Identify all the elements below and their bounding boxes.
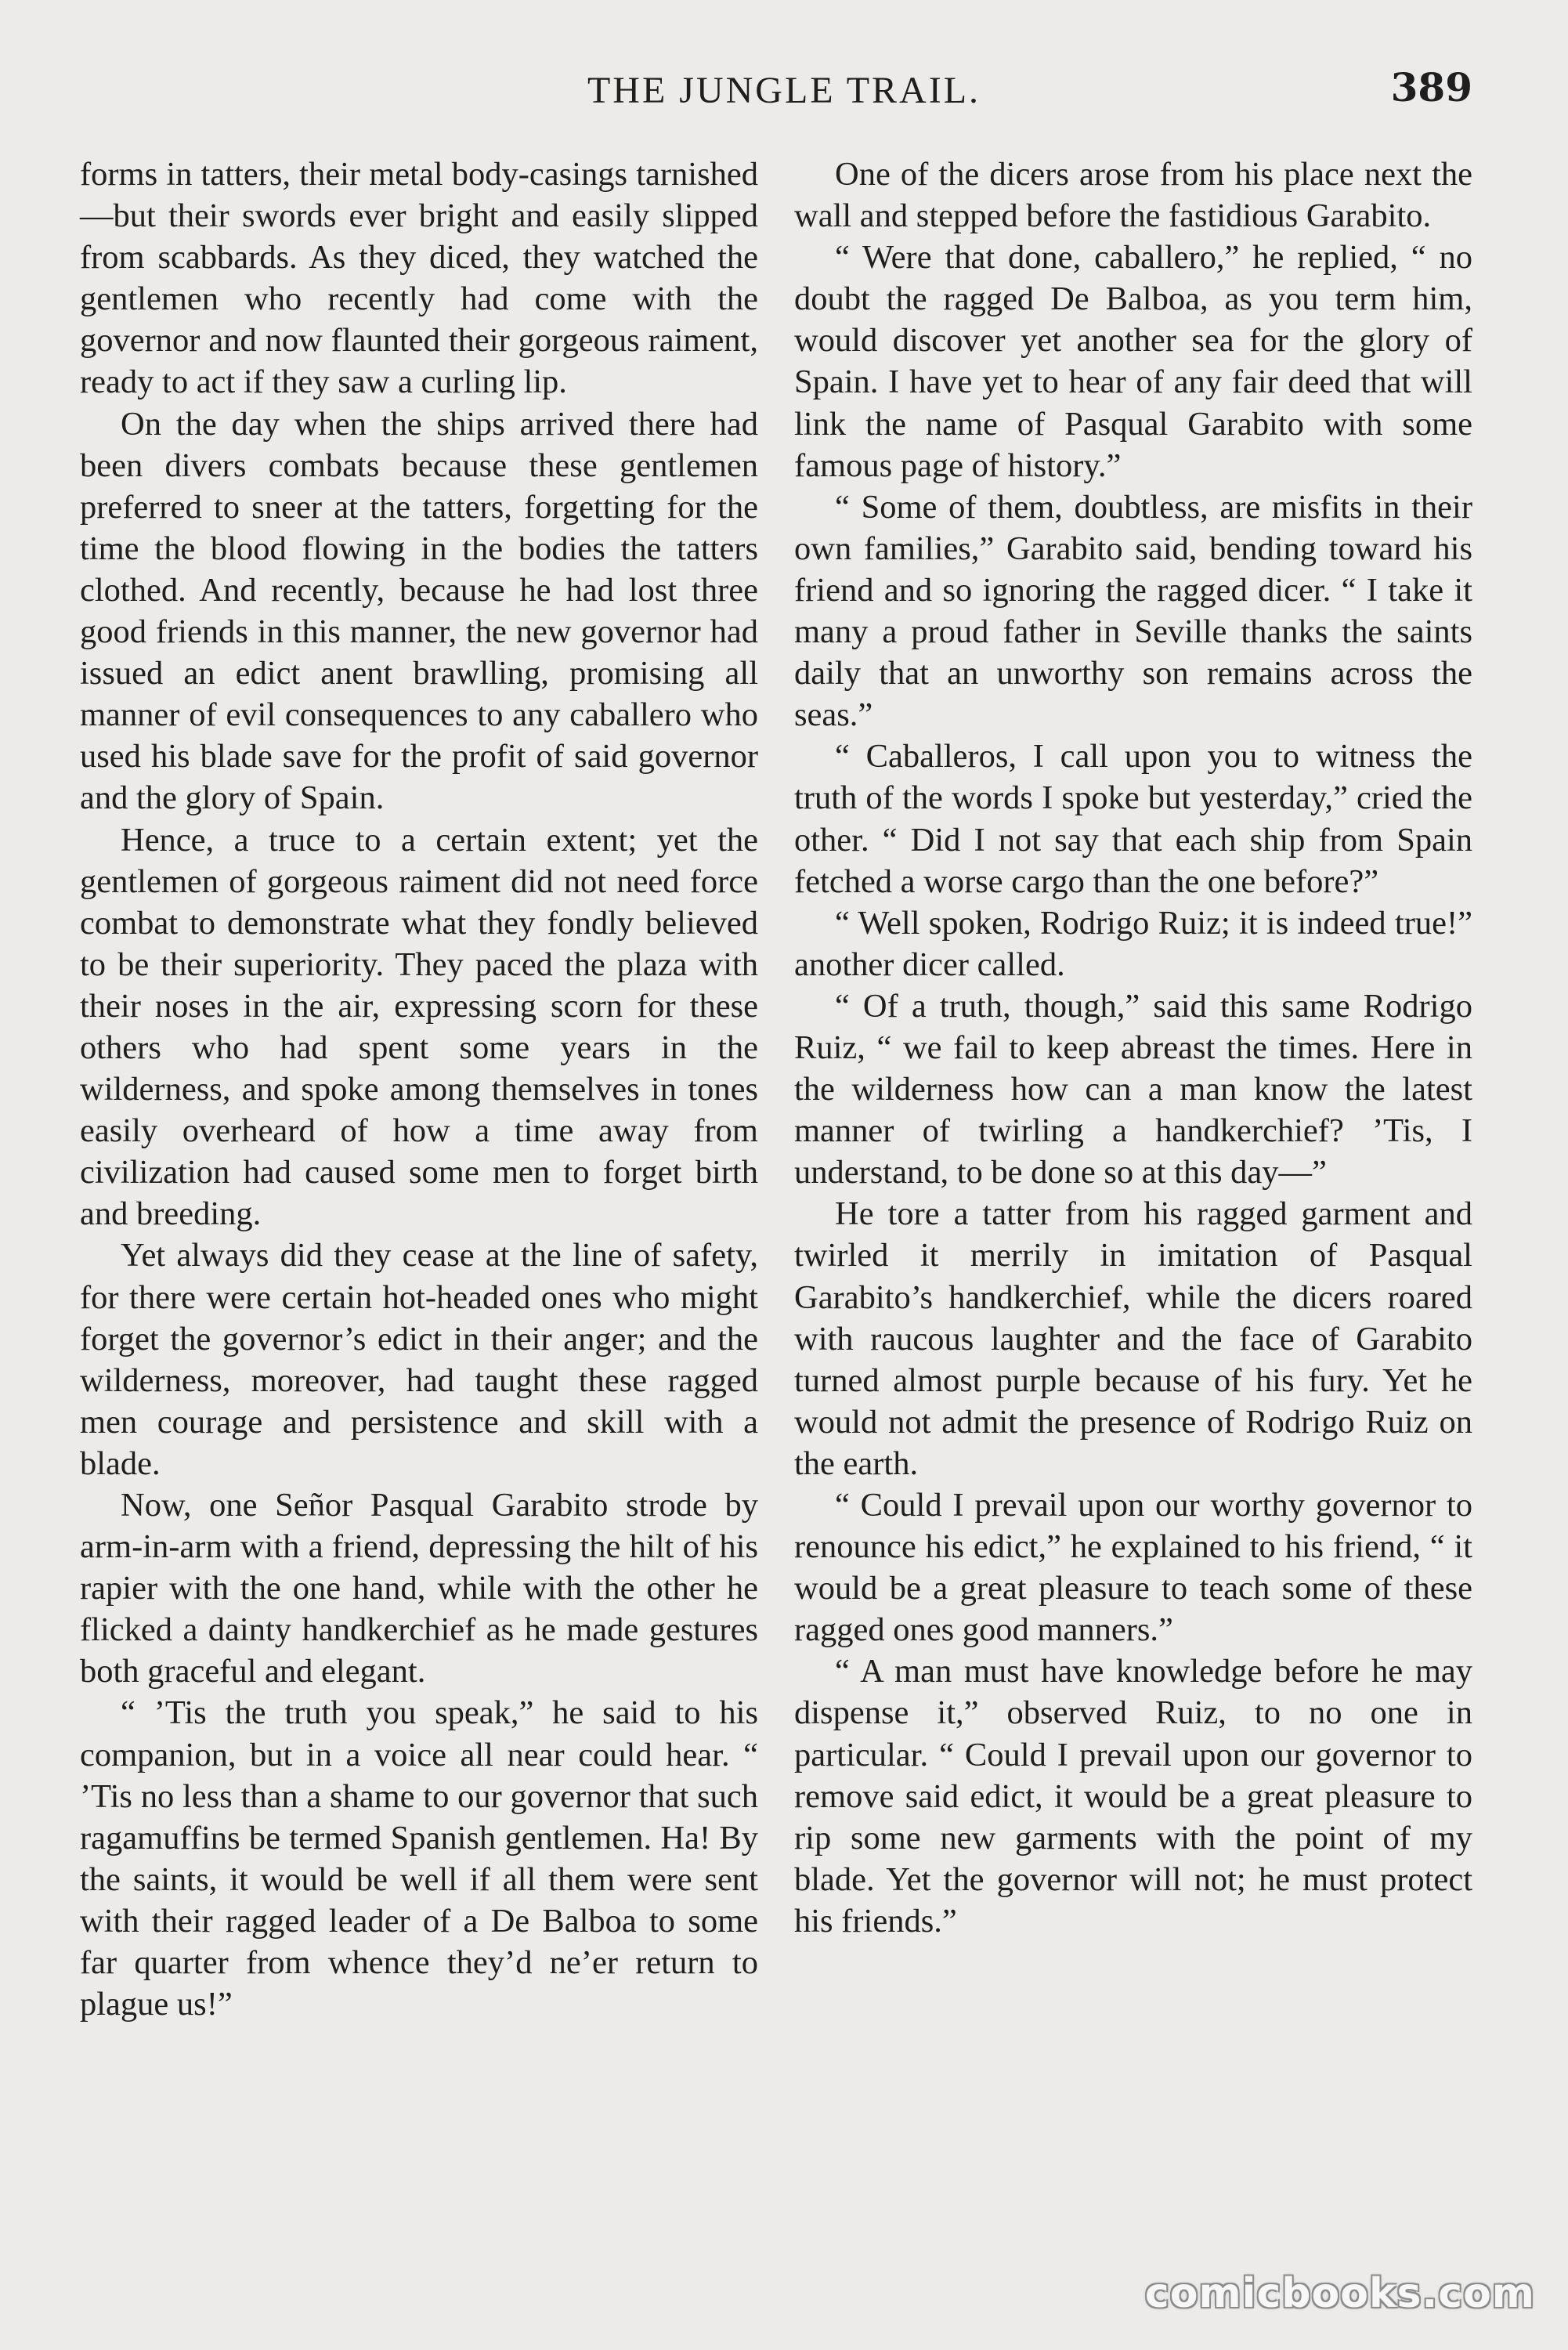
paragraph: Hence, a truce to a certain extent; yet the gentlemen of gorgeous raiment did not need force combat to demonstrate what they fondly believed to be their superiority. They paced the plaza with their noses in the air, expressing scorn for these others who had spent some years in the wilderness, and spoke among themselves in tones easily overheard of how a time away from civilization had caused some men to forget birth and breeding.: [80, 821, 758, 1233]
paragraph: On the day when the ships arrived there had been divers combats because these gentlemen preferred to sneer at the tatters, forgetting for the time the blood flowing in the bodies the tatters clothed. And recently, because he had lost three good friends in this manner, the new governor had issued an edict anent brawlling, promising all manner of evil consequences to any caballero who used his blade save for the profit of said governor and the glory of Spain.: [80, 405, 758, 817]
page-header: [0, 64, 1568, 124]
paragraph: One of the dicers arose from his place next the wall and stepped before the fastidious Garabito.: [794, 156, 1472, 235]
paragraph: Now, one Señor Pasqual Garabito strode by arm-in-arm with a friend, depressing the hilt of his rapier with the one hand, while with the other he flicked a dainty handkerchief as he made gestures both graceful and elegant.: [80, 1487, 758, 1690]
right-column: [794, 154, 1472, 1942]
paragraph: “ ’Tis the truth you speak,” he said to his companion, but in a voice all near could hear. “ ’Tis no less than a shame to our governor that such ragamuffins be termed Spanish gentlemen. Ha! By the saints, it would be well if all them were sent with their ragged leader of a De Balboa to some far quarter from whence they’d ne’er return to plague us!”: [80, 1694, 758, 2023]
paragraph: “ Were that done, caballero,” he replied, “ no doubt the ragged De Balboa, as you term him, would discover yet another sea for the glory of Spain. I have yet to hear of any fair deed that will link the name of Pasqual Garabito with some famous page of history.”: [794, 239, 1472, 484]
paragraph: “ Some of them, doubtless, are misfits in their own families,” Garabito said, bending toward his friend and so ignoring the ragged dicer. “ I take it many a proud father in Seville thanks the saints daily that an unworthy son remains across the seas.”: [794, 488, 1472, 734]
paragraph: forms in tatters, their metal body-casings tarnished—but their swords ever bright and easily slipped from scabbards. As they diced, they watched the gentlemen who recently had come with the governor and now flaunted their gorgeous raiment, ready to act if they saw a curling lip.: [80, 156, 758, 401]
paragraph: “ A man must have knowledge before he may dispense it,” observed Ruiz, to no one in particular. “ Could I prevail upon our governor to remove said edict, it would be a great pleasure to rip some new garments with the point of my blade. Yet the governor will not; he must protect his friends.”: [794, 1653, 1472, 1940]
paragraph: “ Could I prevail upon our worthy governor to renounce his edict,” he explained to his friend, “ it would be a great pleasure to teach some of these ragged ones good manners.”: [794, 1487, 1472, 1649]
paragraph: “ Caballeros, I call upon you to witness the truth of the words I spoke but yesterday,” cried the other. “ Did I not say that each ship from Spain fetched a worse cargo than the one before?”: [794, 738, 1472, 900]
paragraph: He tore a tatter from his ragged garment and twirled it merrily in imitation of Pasqual Garabito’s handkerchief, while the dicers roared with raucous laughter and the face of Garabito turned almost purple because of his fury. Yet he would not admit the presence of Rodrigo Ruiz on the earth.: [794, 1195, 1472, 1482]
watermark: comicbooks.com: [1144, 2270, 1535, 2317]
paragraph: “ Well spoken, Rodrigo Ruiz; it is indeed true!” another dicer called.: [794, 904, 1472, 983]
page-number: 389: [1390, 64, 1472, 110]
running-title: THE JUNGLE TRAIL.: [587, 70, 981, 111]
paragraph: Yet always did they cease at the line of safety, for there were certain hot-headed ones who might forget the governor’s edict in their anger; and the wilderness, moreover, had taught these ragged men courage and persistence and skill with a blade.: [80, 1237, 758, 1482]
paragraph: “ Of a truth, though,” said this same Rodrigo Ruiz, “ we fail to keep abreast the times. Here in the wilderness how can a man know the latest manner of twirling a handkerchief? ’Tis, I understand, to be done so at this day—”: [794, 987, 1472, 1191]
left-column: [80, 154, 758, 2025]
